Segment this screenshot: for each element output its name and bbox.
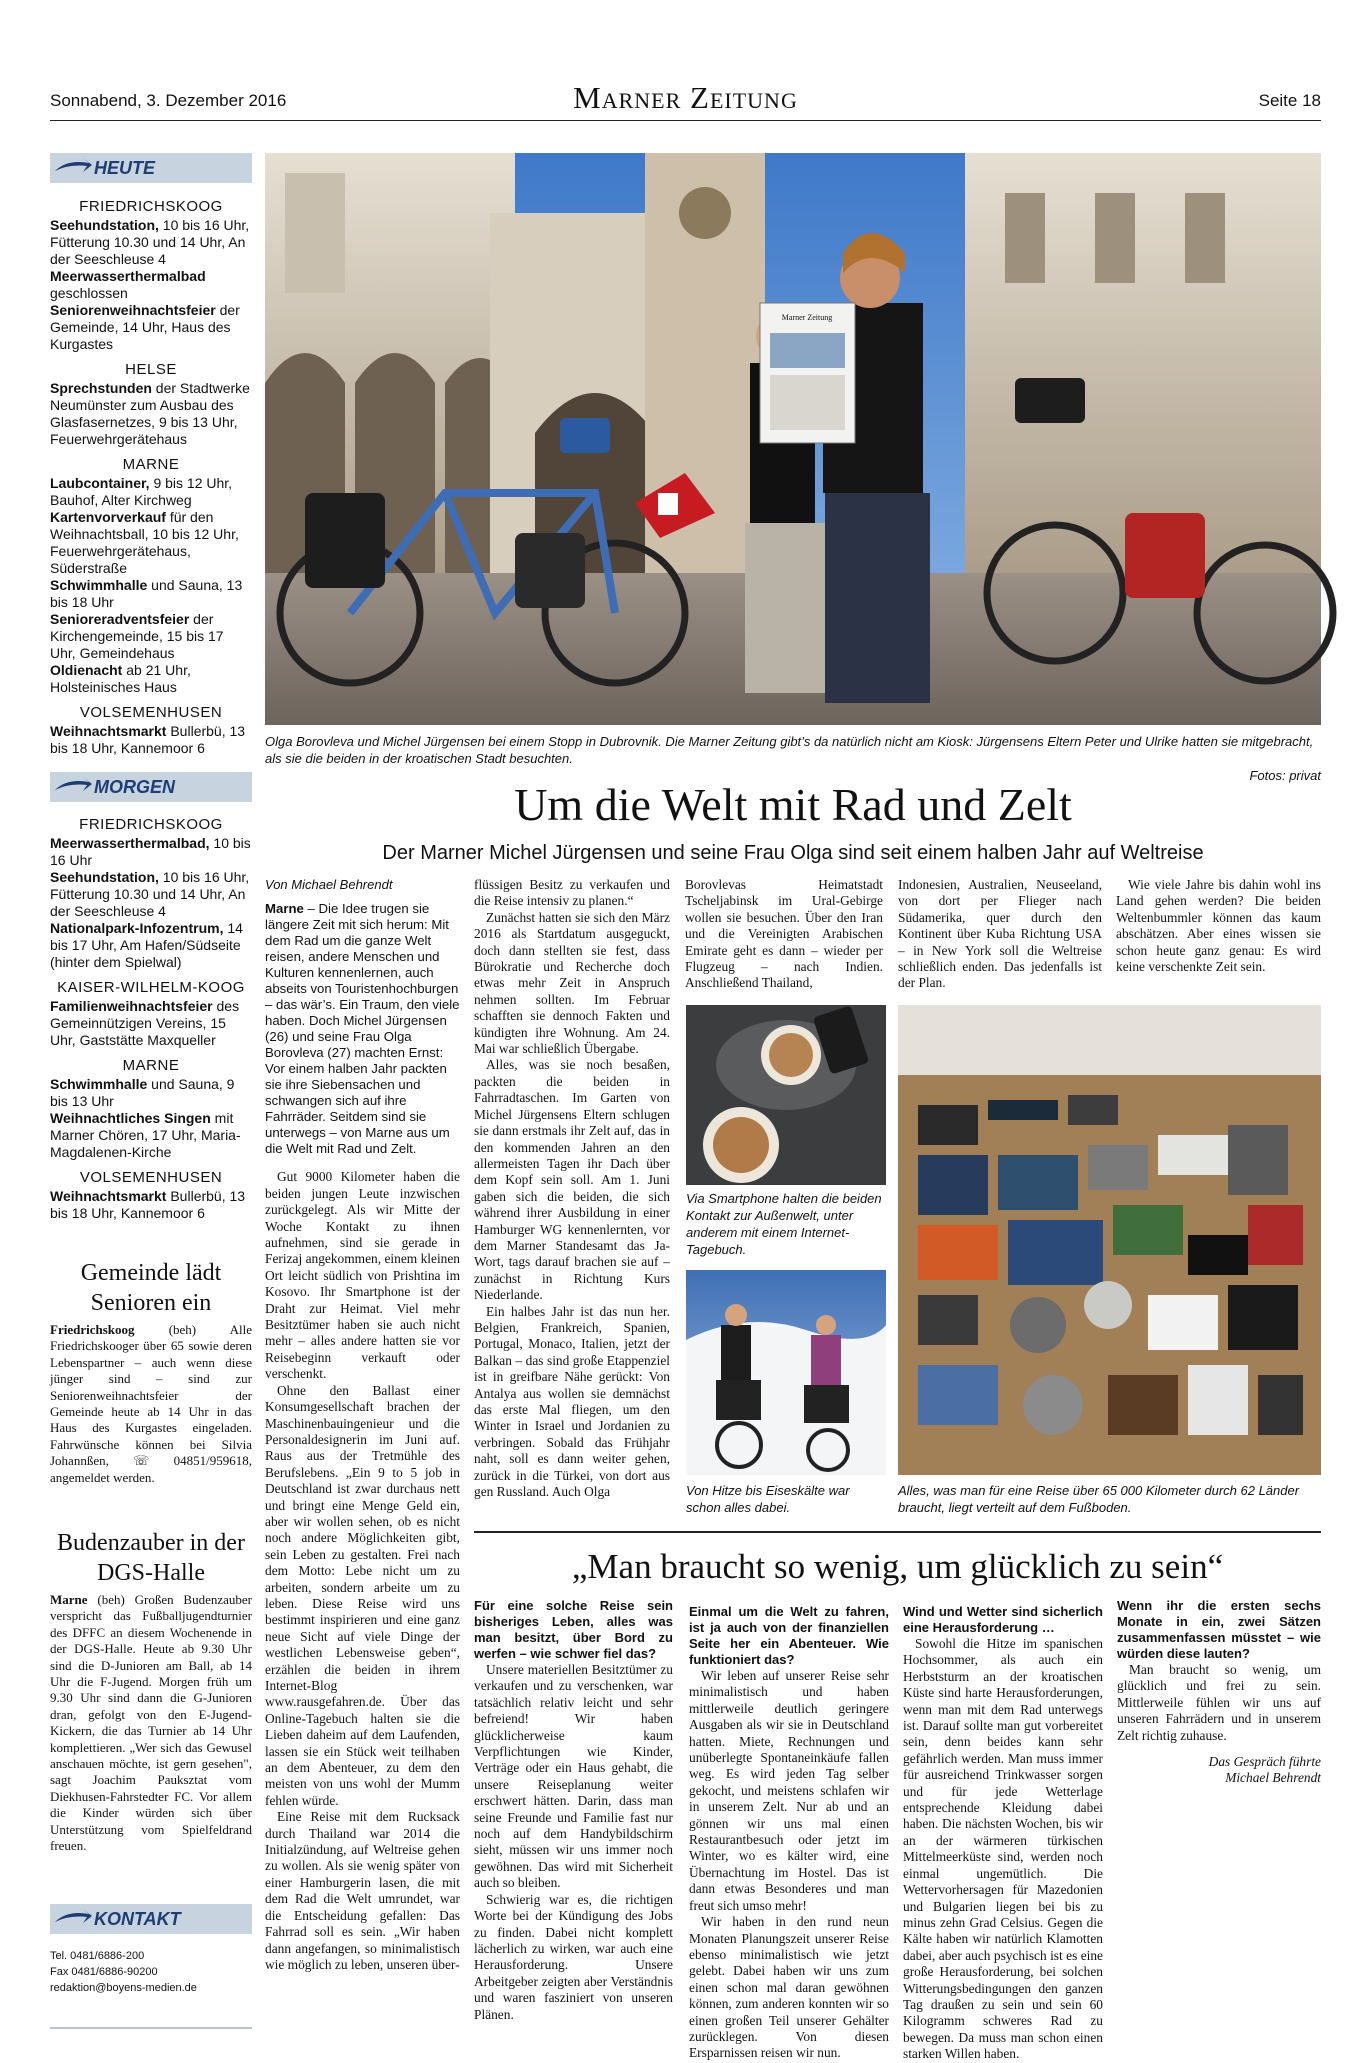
interview-answer: Wir haben in den rund neun Monaten Planungszeit unserer Reise ebenso minimalistisch wie jetzt gelebt. Dabei haben wir uns zum einen schon mal daran gewöhnen können, zum anderen konnten wir so einen großen Teil unserer Gehälter zurücklegen. Von diesen Ersparnissen reisen wir nun. [689, 1914, 889, 2061]
main-photo-caption [265, 733, 1321, 784]
listing-town: FRIEDRICHSKOOG [79, 198, 223, 215]
interview-answer: Unsere materiellen Besitztümer zu verkaufen und zu verschenken, war tatsächlich relativ leicht und sehr befreiend! Wir haben glücklicherweise kaum Verpflichtungen wie Kinder, Verträge oder ein Haus gehabt, die unsere Reiseplanung weiter erschwert hätten. Darin, dass man seine Freunde und Familie fast nur noch auf dem Handybildschirm sieht, müssen wir uns immer noch gewöhnen. Das wird mit Sicherheit auch so bleiben. [474, 1662, 673, 1891]
listing-entry-details: des Gemeinnützigen Vereins, 15 Uhr, Gaststätte Maxqueller [50, 998, 240, 1048]
listing-entry-details: geschlossen [50, 285, 128, 301]
coffee-photo [686, 1005, 886, 1185]
kontakt-phone: Tel. 0481/6886-200 [50, 1950, 145, 1962]
listing-entry-title: Weihnachtsmarkt [50, 723, 167, 739]
listing-town: VOLSEMENHUSEN [79, 704, 223, 721]
interview-answer: Schwierig war es, die richtigen Worte bei der Kündigung des Jobs zu finden. Dabei nicht komplett lächerlich zu wirken, war auch eine Herausforderung. Unsere Arbeitgeber zeigten aber Verständnis und waren fasziniert von unseren Plänen. [474, 1891, 673, 2022]
header-rule [50, 120, 1321, 121]
interview-headline: „Man braucht so wenig, um glücklich zu sein“ [571, 1547, 1224, 1586]
morgen-label: MORGEN [94, 777, 175, 797]
listing-entry [50, 662, 252, 696]
kontakt-info [50, 1948, 252, 1996]
article-subhead: Der Marner Michel Jürgensen und seine Frau Olga sind seit einem halben Jahr auf Weltreise [382, 842, 1204, 864]
listing-town: MARNE [122, 456, 180, 473]
story-seniors [50, 1258, 252, 1486]
listing-entry-title: Meerwasserthermalbad, [50, 835, 210, 851]
article-dateline: Marne [265, 901, 304, 917]
listing-town: FRIEDRICHSKOOG [79, 816, 223, 833]
interview-column-4 [1117, 1598, 1321, 2030]
listing-entry-details: 14 bis 17 Uhr, Am Hafen/Südseite (hinter dem Spielwal) [50, 920, 243, 970]
kontakt-header [50, 1904, 252, 1934]
listing-entry-title: Senioreradventsfeier [50, 611, 190, 627]
article-paragraph: Alles, was sie noch besaßen, packten die beiden in Fahrradtaschen. Im Garten von Michel Jürgensens Eltern schlugen sie dann erstmals ihr Zelt auf, das in den kommenden Jahren an den allermeisten Tagen ihr Dach über dem Kopf sein soll. Am 1. Juni gaben sich die beiden, die sich während ihrer Ausbildung in einer Hamburger WG kennenlernten, vor dem Marner Standesamt das Ja-Wort, tags darauf brachen sie auf – zunächst in Richtung Kurs Niederlande. [474, 1057, 670, 1303]
interview-column-2 [689, 1598, 889, 2061]
listing-entry [50, 920, 252, 971]
morgen-header [50, 772, 252, 802]
article-column-5 [1116, 877, 1321, 997]
listing-entry-title: Sprechstunden [50, 380, 152, 396]
listing-entry-title: Weihnachtsmarkt [50, 1188, 167, 1204]
interview-question: Wind und Wetter sind sicherlich eine Herausforderung … [903, 1604, 1103, 1635]
interview-question: Einmal um die Welt zu fahren, ist ja auch von der finanziellen Seite her ein Abenteuer. Wie funktioniert das? [689, 1604, 889, 1667]
article-paragraph: Ohne den Ballast einer Konsumgesellschaft brachen der Maschinenbauingenieur und die Personaldesignerin im Juni auf. Raus aus der Tretmühle des Berufslebens. „Ein 9 to 5 job in Deutschland ist zwar durchaus nett und bringt eine Menge Geld ein, aber wir wollen sehen, ob es nicht noch andere Möglichkeiten gibt, sein Leben zu gestalten. Frei nach dem Motto: Lebe nicht um zu arbeiten, sondern arbeite um zu leben. Diese Reise wird uns bestimmt inspirieren und eine ganz neue Sicht auf viele Dinge der westlichen Lebensweise geben“, erzählen die beiden in ihrem Internet-Blog www.rausgefahren.de. Über das Online-Tagebuch halten sie die Lieben daheim auf dem Laufenden, lassen sie ein Stück weit teilhaben an dem Abenteuer, zu dem den meisten von uns wohl der Mumm fehlen würde. [265, 1382, 460, 1808]
coffee-photo-caption: Via Smartphone halten die beiden Kontakt zur Außenwelt, unter anderem mit einem Internet-Tagebuch. [686, 1191, 882, 1257]
arrow-icon [53, 157, 93, 179]
listing-entry-details: ab 21 Uhr, Holsteinisches Haus [50, 662, 191, 695]
page-number: Seite 18 [1258, 91, 1321, 110]
photo-credit: Fotos: privat [1249, 768, 1321, 783]
listing-entry-details: für den Weihnachtsball, 10 bis 12 Uhr, Feuerwehrgerätehaus, Süderstraße [50, 509, 239, 576]
listing-entry-details: der Stadtwerke Neumünster zum Ausbau des Glasfasernetzes, 9 bis 13 Uhr, Feuerwehrgerätehaus [50, 380, 250, 447]
heute-header [50, 153, 252, 183]
listing-entry-details: mit Marner Chören, 17 Uhr, Maria-Magdalenen-Kirche [50, 1110, 241, 1160]
listing-entry [50, 1188, 252, 1222]
article-paragraph: Zunächst hatten sie sich den März 2016 als Startdatum ausgeguckt, doch dann stellten sie fest, dass Bürokratie und Recherche doch etwas mehr Zeit in Anspruch nehmen sollten. Im Februar schafften sie dennoch Fakten und kündigten ihre Wohnung. Am 24. Mai war schließlich Übergabe. [474, 909, 670, 1057]
listing-entry [50, 1076, 252, 1110]
article-intro: – Die Idee trugen sie längere Zeit mit sich herum: Mit dem Rad um die ganze Welt reisen, andere Menschen und Kulturen kennenlernen, auch abseits von Touristenhochburgen – das wär’s. Ein Traum, den viele haben. Doch Michel Jürgensen (26) und seine Frau Olga Borovleva (27) machten Ernst: Vor einem halben Jahr packten sie ihre Siebensachen und schwangen sich auf ihre Fahrräder. Seitdem sind sie unterwegs – von Marne aus um die Welt mit Rad und Zelt. [265, 901, 460, 1157]
listing-entry-details: 10 bis 16 Uhr [50, 835, 251, 868]
listing-entry-title: Schwimmhalle [50, 577, 148, 593]
heute-label: HEUTE [94, 158, 156, 178]
article-paragraph: flüssigen Besitz zu verkaufen und die Reise intensiv zu planen.“ [474, 877, 670, 909]
article-paragraph: Wie viele Jahre bis dahin wohl ins Land gehen werden? Die beiden Weltenbummler können das kaum abschätzen. Aber eines wissen sie schon heute ganz genau: Es wird keine verschenkte Zeit sein. [1116, 877, 1321, 975]
main-photo [265, 153, 1321, 725]
heute-listing [50, 190, 252, 757]
interview-question: Für eine solche Reise sein bisheriges Leben, alles was man besitzt, über Bord zu werfen – wie schwer fiel das? [474, 1598, 673, 1661]
issue-date: Sonnabend, 3. Dezember 2016 [50, 91, 287, 110]
listing-entry-details: der Gemeinde, 14 Uhr, Haus des Kurgastes [50, 302, 240, 352]
listing-entry [50, 475, 252, 509]
kontakt-fax: Fax 0481/6886-90200 [50, 1966, 158, 1978]
story-seniors-dateline: Friedrichskoog [50, 1322, 135, 1337]
story-budenzauber-body: (beh) Großen Budenzauber verspricht das Fußballjugendturnier des DFFC an diesem Wochenende in der DGS-Halle. Heute ab 9.30 Uhr sind die D-Junioren am Ball, ab 14 Uhr die F-Jugend. Morgen früh um 9.30 Uhr sind dann die G-Junioren dran, gefolgt von den E-Jugend-Kickern, die das Turnier ab 14 Uhr komplettieren. „Wer sich das Gewusel anschauen möchte, ist gern gesehen", sagt Joachim Pauksztat vom Diekhusen-Fahrstedter FC. Vor allem die Kinder würden sich über Unterstützung vom Spielfeldrand freuen. [50, 1592, 252, 1854]
listing-entry-title: Familienweihnachtsfeier [50, 998, 213, 1014]
listing-entry-details: 10 bis 16 Uhr, Fütterung 10.30 und 14 Uhr, An der Seeschleuse 4 [50, 869, 250, 919]
snow-photo-caption: Von Hitze bis Eiseskälte war schon alles dabei. [686, 1483, 850, 1515]
article-column-4 [898, 877, 1102, 997]
listing-entry-details: Bullerbü, 13 bis 18 Uhr, Kannemoor 6 [50, 1188, 246, 1221]
article-paragraph: Ein halbes Jahr ist das nun her. Belgien, Frankreich, Spanien, Portugal, Monaco, Italien, jetzt der Balkan – das sind große Etappenziel ist in greifbare Nähe gerückt: Von Antalya aus wollen sie demnächst das erste Mal fliegen, um den Winter in Israel und Jordanien zu verbringen. Sobald das Frühjahr naht, soll es dann weiter gehen, zurück in die Türkei, von dort aus gen Russland. Auch Olga [474, 1303, 670, 1500]
interview-signoff: Das Gespräch führte [1208, 1754, 1321, 1770]
kontakt-email[interactable]: redaktion@boyens-medien.de [50, 1982, 197, 1994]
listing-entry-details: der Kirchengemeinde, 15 bis 17 Uhr, Gemeindehaus [50, 611, 224, 661]
listing-entry [50, 723, 252, 757]
story-seniors-body: (beh) Alle Friedrichskooger über 65 sowie deren Lebenspartner – auch wenn diese jünger sind – sind zur Seniorenweihnachtsfeier der Gemeinde heute ab 14 Uhr in das Haus des Kurgastes eingeladen. Fahrwünsche können bei Silvia Johannßen, ☏ 04851/959618, angemeldet werden. [50, 1322, 252, 1485]
listing-entry [50, 268, 252, 302]
listing-entry [50, 217, 252, 268]
listing-town: KAISER-WILHELM-KOOG [57, 979, 245, 996]
listing-entry [50, 509, 252, 577]
gear-photo-caption: Alles, was man für eine Reise über 65 000 Kilometer durch 62 Länder braucht, liegt verteilt auf dem Fußboden. [898, 1483, 1300, 1515]
listing-entry-details: und Sauna, 9 bis 13 Uhr [50, 1076, 235, 1109]
interview-answer: Wir leben auf unserer Reise sehr minimalistisch und haben mittlerweile deutlich geringere Ausgaben als wir sie in Deutschland hatten. Miete, Rechnungen und unüberlegte Spontaneinkäufe fallen weg. Es wird jeden Tag selber gekocht, und meistens schlafen wir in unserem Zelt. Nur ab und an gönnen wir uns mal einen Restaurantbesuch oder jetzt im Winter, wo es kälter wird, eine Übernachtung im Hostel. Das ist dann etwas Besonderes und man freut sich umso mehr! [689, 1668, 889, 1913]
morgen-listing [50, 808, 252, 1222]
listing-entry-title: Kartenvorverkauf [50, 509, 166, 525]
article-column-3 [685, 877, 883, 997]
article-paragraph: Gut 9000 Kilometer haben die beiden jungen Leute inzwischen zurückgelegt. Als wir Mitte der Woche Kontakt zu ihnen aufnehmen, sind sie gerade in Ferizaj angekommen, einem kleinen Ort leicht südlich von Prishtina im Kosovo. Ihr Smartphone ist der Draht zur Heimat. Viel mehr Besitztümer haben sie auch nicht mehr – alles andere hatten sie vor Reisebeginn verkauft oder verschenkt. [265, 1169, 460, 1382]
main-photo-caption-text: Olga Borovleva und Michel Jürgensen bei einem Stopp in Dubrovnik. Die Marner Zeitung gibt’s da natürlich nicht am Kiosk: Jürgensens Eltern Peter und Ulrike hatten sie mitgebracht, als sie die beiden in der kroatischen Stadt besuchten. [265, 734, 1314, 766]
interview-question: Wenn ihr die ersten sechs Monate in ein, zwei Sätzen zusammenfassen müsstet – wie würden diese lauten? [1117, 1598, 1321, 1661]
gear-photo [898, 1005, 1321, 1475]
newspaper-prop-label: Marner Zeitung [781, 313, 833, 322]
interview-column-1 [474, 1598, 673, 2030]
story-seniors-title: Gemeinde lädt Senioren ein [80, 1260, 222, 1316]
kontakt-label: KONTAKT [94, 1909, 181, 1929]
listing-entry-title: Seniorenweihnachtsfeier [50, 302, 216, 318]
snow-photo [686, 1270, 886, 1475]
interview-author: Michael Behrendt [1225, 1770, 1321, 1786]
listing-entry [50, 869, 252, 920]
listing-town: HELSE [125, 361, 177, 378]
arrow-icon [53, 1908, 93, 1930]
listing-entry [50, 380, 252, 448]
article-column-2 [474, 877, 670, 1565]
listing-entry [50, 1110, 252, 1161]
listing-entry [50, 611, 252, 662]
article-paragraph: Eine Reise mit dem Rucksack durch Thailand war 2014 die Initialzündung, auf Weltreise gehen zu wollen. Als sie wenig später von einer Hamburgerin lasen, die mit dem Rad die Welt umrundet, war die Entscheidung gefallen: Das Fahrrad soll es sein. „Wir haben dann angefangen, so minimalistisch wie möglich zu leben, unseren über- [265, 1809, 460, 1972]
listing-entry-title: Schwimmhalle [50, 1076, 148, 1092]
listing-entry [50, 835, 252, 869]
listing-entry-title: Nationalpark-Infozentrum, [50, 920, 224, 936]
article-paragraph: Borovlevas Heimatstadt Tscheljabinsk im Ural-Gebirge wollen sie besuchen. Über den Iran und die Vereinigten Arabischen Emirate geht es dann – wieder per Flugzeug – nach Indien. Anschließend Thailand, [685, 877, 883, 991]
listing-entry [50, 302, 252, 353]
interview-rule [474, 1531, 1321, 1533]
listing-entry-title: Seehundstation, [50, 217, 159, 233]
interview-answer: Sowohl die Hitze im spanischen Hochsommer, als auch ein Herbststurm an der kroatischen Küste sind harte Herausforderungen, wenn man mit dem Rad unterwegs ist. Darauf sollte man gut vorbereitet sein, denn beides kann sehr gefährlich werden. Man muss immer für ausreichend Trinkwasser sorgen und für jede Wetterlage entsprechende Kleidung dabei haben. Die nächsten Wochen, bis wir an der wärmeren türkischen Mittelmeerküste sind, werden noch einmal ungemütlich. Die Wettervorhersagen für Mazedonien und Bulgarien liegen bei bis zu minus zehn Grad Celsius. Gegen die Kälte haben wir natürlich Klamotten dabei, aber auch psychisch ist es eine große Herausforderung, bei solchen Witterungsbedingungen den ganzen Tag draußen zu sein und sein 60 Kilogramm schweres Rad zu bewegen. Da muss man schon einen starken Willen haben. [903, 1636, 1103, 2062]
story-budenzauber-dateline: Marne [50, 1592, 88, 1607]
listing-entry-title: Oldienacht [50, 662, 123, 678]
listing-entry-title: Laubcontainer, [50, 475, 150, 491]
listing-town: MARNE [122, 1057, 180, 1074]
kontakt-bottom-rule [50, 2027, 252, 2029]
listing-entry-title: Seehundstation, [50, 869, 159, 885]
article-column-1 [265, 877, 460, 1972]
listing-entry-title: Weihnachtliches Singen [50, 1110, 211, 1126]
listing-entry-details: und Sauna, 13 bis 18 Uhr [50, 577, 243, 610]
story-budenzauber-title: Budenzauber in der DGS-Halle [57, 1530, 245, 1586]
story-budenzauber [50, 1528, 252, 1855]
interview-answer: Man braucht so wenig, um glücklich und frei zu sein. Mittlerweile fühlen wir uns auf unseren Fahrrädern und in unserem Zelt richtig zuhause. [1117, 1662, 1321, 1743]
interview-column-3 [903, 1598, 1103, 2062]
article-headline: Um die Welt mit Rad und Zelt [514, 779, 1072, 830]
arrow-icon [53, 776, 93, 798]
listing-entry-details: 10 bis 16 Uhr, Fütterung 10.30 und 14 Uhr, An der Seeschleuse 4 [50, 217, 250, 267]
article-byline: Von Michael Behrendt [265, 877, 393, 892]
listing-entry-title: Meerwasserthermalbad [50, 268, 206, 284]
article-paragraph: Indonesien, Australien, Neuseeland, von dort per Flieger nach Südamerika, quer durch den Kontinent über Kuba Richtung USA – in New York soll die Weltreise schließlich enden. Das jedenfalls ist der Plan. [898, 877, 1102, 991]
listing-entry-details: Bullerbü, 13 bis 18 Uhr, Kannemoor 6 [50, 723, 246, 756]
listing-entry [50, 998, 252, 1049]
listing-town: VOLSEMENHUSEN [79, 1169, 223, 1186]
masthead: Marner Zeitung [573, 80, 798, 115]
listing-entry-details: 9 bis 12 Uhr, Bauhof, Alter Kirchweg [50, 475, 233, 508]
listing-entry [50, 577, 252, 611]
